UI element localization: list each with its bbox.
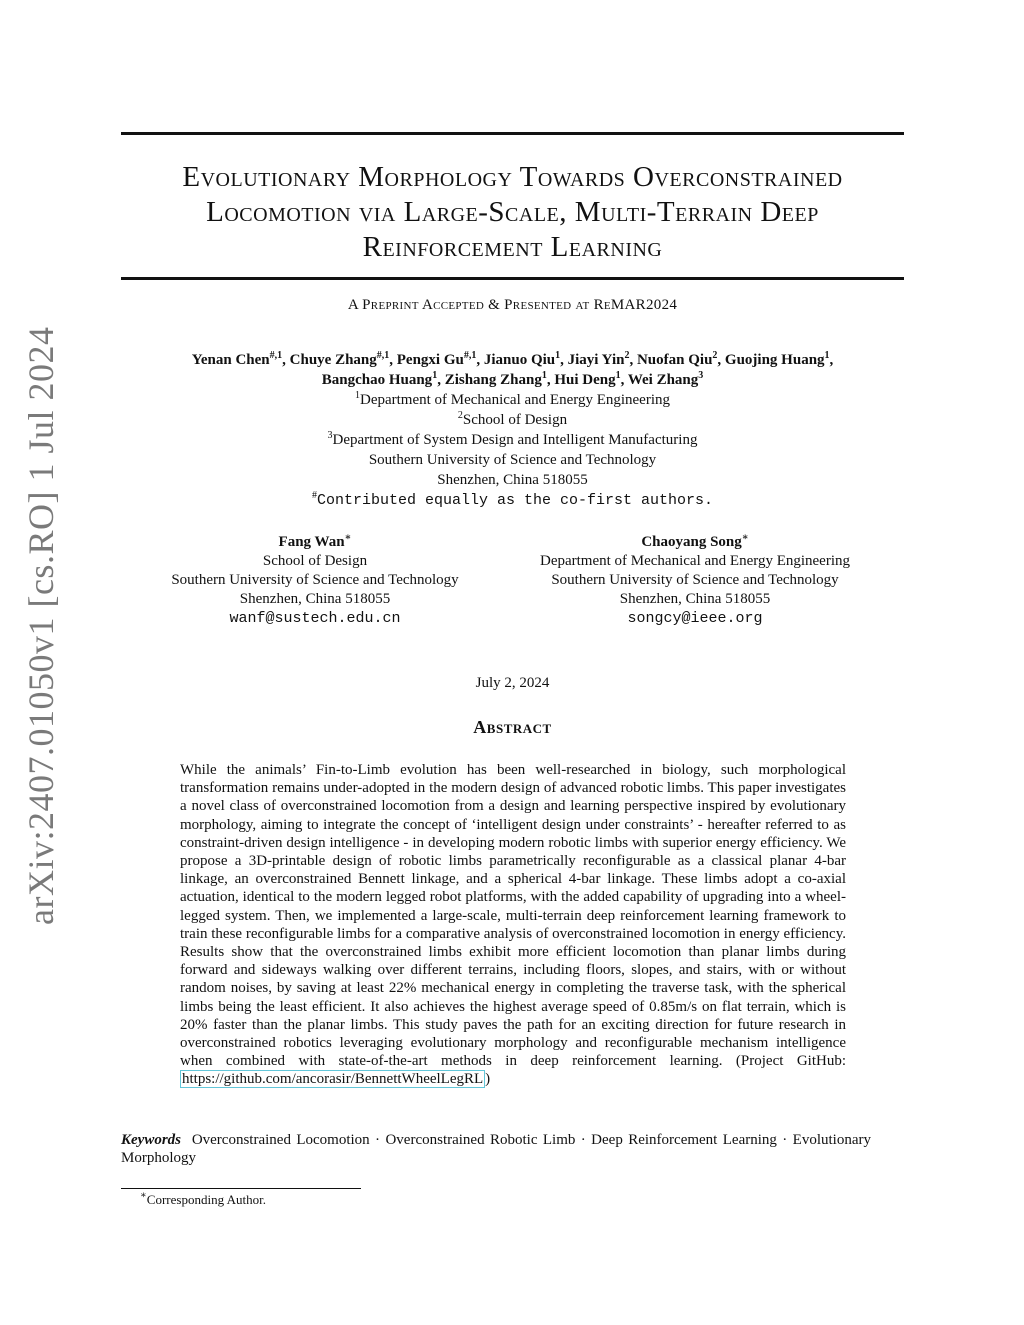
corresponding-author-right: [515, 533, 875, 628]
title-line: Locomotion via Large-Scale, Multi-Terrain Deep: [206, 196, 819, 228]
affiliation: $^1$Department of Mechanical and Energy Engineering: [354, 390, 671, 408]
corresponding-name: Fang Wan∗: [278, 532, 352, 550]
title-line: Reinforcement Learning: [362, 231, 663, 263]
author-line-2: Bangchao Huang$^1$, Zishang Zhang$^1$, Hui Deng$^1$, Wei Zhang$^3$: [321, 370, 704, 388]
author-name: Bangchao Huang: [321, 372, 433, 388]
author-line-1: Yenan Chen$^{\#,1}$, Chuye Zhang$^{\#,1}$, Pengxi $Gu^{\#,1}$, Jianuo Qiu$^1$, Jiayi Yin$^2$, Nuofan Qiu$^2$, Guojing Huang$^1$,: [191, 350, 834, 368]
keywords-text: Overconstrained Locomotion · Overconstrained Robotic Limb · Deep Reinforcement Learning · Evolutionary Morphology: [121, 1132, 872, 1166]
corresponding-dept: School of Design: [262, 553, 368, 569]
footnote: ∗Corresponding Author.: [140, 1190, 266, 1207]
arxiv-identifier: arXiv:2407.01050v1 [cs.RO] 1 Jul 2024: [21, 326, 61, 925]
author-name: Nuofan Qiu: [636, 352, 713, 368]
author-name: Chuye Zhang: [289, 352, 377, 368]
author-name: Jiayi Yin: [567, 352, 625, 368]
preprint-note: A Preprint Accepted & Presented at ReMAR2024: [347, 297, 678, 313]
abstract-body: While the animals’ Fin-to-Limb evolution has been well-researched in biology, such morphological transformation remains under-adopted in the modern design of advanced robotic limbs. This paper investigates a novel class of overconstrained locomotion from a design and learning perspective inspired by evolutionary morphology, aiming to integrate the concept of ‘intelligent design under constraints’ - hereafter referred to as constraint-driven design intelligence - in developing modern robotic limbs with superior energy efficiency. We propose a 3D-printable design of robotic limbs parametrically reconfigurable as a classical planar 4-bar linkage, an overconstrained Bennett linkage, and a spherical 4-bar linkage. These limbs adopt a co-axial actuation, identical to the modern legged robot platforms, with the added capability of upgrading into a wheel-legged system. Then, we implemented a large-scale, multi-terrain deep reinforcement learning framework to train these reconfigurable limbs for a comparative analysis of overconstrained locomotion in energy efficiency. Results show that the overconstrained limbs exhibit more efficient locomotion than planar limbs during forward and sideways walking over different terrains, including floors, slopes, and stairs, with or without random noises, by saving at least 22% mechanical energy in completing the traverse task, with the spherical limbs being the least efficient. It also achieves the highest average speed of 0.85m/s on flat terrain, which is 20% faster than the planar limbs. This study paves the path for an exciting direction for future research in overconstrained robotics leveraging evolutionary morphology and reconfigurable mechanism intelligence when combined with state-of-the-art methods in deep reinforcement learning. (Project GitHub: https://github.com/ancorasir/BennettWheelLegRL ): [180, 762, 846, 1088]
github-link[interactable]: https://github.com/ancorasir/BennettWheelLegRL: [182, 1071, 484, 1088]
title-line: Evolutionary Morphology Towards Overconstrained: [182, 161, 843, 193]
author-name: Hui Deng: [554, 372, 616, 388]
corresponding-city: Shenzhen, China 518055: [239, 591, 391, 607]
equal-contribution-note: #Contributed equally as the co-first authors.: [311, 490, 714, 509]
university: Southern University of Science and Technology: [368, 452, 657, 468]
author-name: Jianuo Qiu: [483, 352, 556, 368]
affiliation: $^3$Department of System Design and Intelligent Manufacturing: [327, 430, 698, 448]
corresponding-university: Southern University of Science and Technology: [171, 572, 459, 588]
author-name: Guojing Huang: [724, 352, 825, 368]
keywords-label: Keywords: [121, 1132, 181, 1148]
paper-title: [121, 160, 904, 265]
footnote-rule: [121, 1188, 361, 1189]
corresponding-city: Shenzhen, China 518055: [619, 591, 771, 607]
city: Shenzhen, China 518055: [437, 472, 588, 488]
corresponding-university: Southern University of Science and Technology: [551, 572, 839, 588]
corresponding-dept: Department of Mechanical and Energy Engineering: [539, 553, 851, 569]
author-name: Pengxi Gu: [396, 352, 464, 368]
corresponding-email[interactable]: wanf@sustech.edu.cn: [229, 610, 401, 627]
corresponding-author-left: [150, 533, 480, 628]
author-name: Wei Zhang: [627, 372, 699, 388]
author-name: Zishang Zhang: [444, 372, 542, 388]
author-name: Yenan Chen: [191, 352, 270, 368]
corresponding-name: Chaoyang Song∗: [641, 532, 749, 550]
title-rule-top: [121, 132, 904, 135]
affiliation: $^2$School of Design: [457, 410, 568, 428]
title-rule-bottom: [121, 277, 904, 280]
author-block: [121, 350, 904, 511]
keywords: [121, 1131, 871, 1167]
corresponding-email[interactable]: songcy@ieee.org: [627, 610, 763, 627]
paper-date: July 2, 2024: [475, 675, 550, 691]
abstract-heading: Abstract: [473, 717, 552, 737]
